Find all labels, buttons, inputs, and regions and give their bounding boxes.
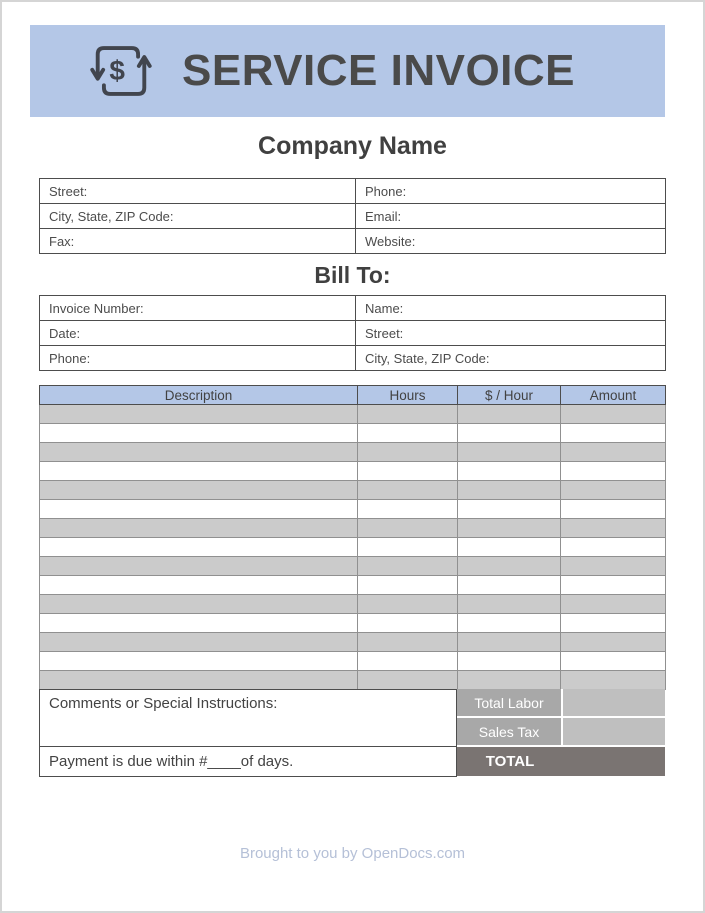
item-cell[interactable] — [40, 538, 358, 557]
total-labor-label: Total Labor — [457, 689, 561, 716]
item-cell[interactable] — [358, 481, 458, 500]
item-cell[interactable] — [40, 462, 358, 481]
item-row — [40, 443, 666, 462]
grand-total-label: TOTAL — [485, 753, 535, 770]
table-row — [40, 296, 666, 321]
item-cell[interactable] — [561, 557, 666, 576]
sales-tax-value[interactable] — [563, 718, 665, 745]
item-cell[interactable] — [561, 652, 666, 671]
company-fax-field[interactable]: Fax: — [40, 229, 356, 254]
comments-field[interactable] — [39, 689, 457, 747]
invoice-date-field[interactable]: Date: — [40, 321, 356, 346]
item-cell[interactable] — [458, 652, 561, 671]
item-row — [40, 614, 666, 633]
item-cell[interactable] — [358, 614, 458, 633]
total-labor-value[interactable] — [563, 689, 665, 716]
page-title: SERVICE INVOICE — [182, 46, 576, 95]
item-cell[interactable] — [561, 614, 666, 633]
table-row — [40, 204, 666, 229]
col-header-hours: Hours — [358, 386, 458, 405]
item-cell[interactable] — [358, 576, 458, 595]
payment-terms-text: Payment is due within #____of days. — [49, 753, 294, 770]
grand-total-row — [457, 747, 665, 776]
item-cell[interactable] — [458, 538, 561, 557]
item-row — [40, 519, 666, 538]
item-row — [40, 671, 666, 690]
items-header-row — [40, 386, 666, 405]
item-cell[interactable] — [561, 576, 666, 595]
item-cell[interactable] — [561, 462, 666, 481]
item-cell[interactable] — [458, 500, 561, 519]
item-cell[interactable] — [358, 519, 458, 538]
company-city-state-zip-field[interactable]: City, State, ZIP Code: — [40, 204, 356, 229]
header-banner — [30, 25, 665, 117]
item-row — [40, 633, 666, 652]
item-cell[interactable] — [40, 481, 358, 500]
table-row — [40, 346, 666, 371]
line-items-table — [39, 385, 666, 690]
item-cell[interactable] — [40, 500, 358, 519]
item-row — [40, 481, 666, 500]
item-cell[interactable] — [40, 576, 358, 595]
item-cell[interactable] — [358, 633, 458, 652]
item-cell[interactable] — [458, 462, 561, 481]
item-cell[interactable] — [358, 443, 458, 462]
invoice-number-field[interactable]: Invoice Number: — [40, 296, 356, 321]
item-cell[interactable] — [40, 424, 358, 443]
item-cell[interactable] — [561, 519, 666, 538]
item-cell[interactable] — [561, 595, 666, 614]
payment-terms-field[interactable] — [39, 747, 457, 777]
item-cell[interactable] — [458, 671, 561, 690]
item-cell[interactable] — [40, 671, 358, 690]
money-transfer-icon — [86, 38, 156, 104]
item-cell[interactable] — [358, 557, 458, 576]
item-row — [40, 595, 666, 614]
item-cell[interactable] — [358, 405, 458, 424]
col-header-rate: $ / Hour — [458, 386, 561, 405]
billto-street-field[interactable]: Street: — [356, 321, 666, 346]
item-cell[interactable] — [458, 576, 561, 595]
item-cell[interactable] — [40, 557, 358, 576]
item-row — [40, 576, 666, 595]
item-row — [40, 405, 666, 424]
item-cell[interactable] — [561, 405, 666, 424]
item-cell[interactable] — [358, 595, 458, 614]
item-cell[interactable] — [358, 652, 458, 671]
col-header-description: Description — [40, 386, 358, 405]
sales-tax-row — [457, 718, 665, 745]
totals-block — [457, 689, 665, 777]
item-cell[interactable] — [561, 671, 666, 690]
bill-to-heading: Bill To: — [314, 262, 391, 288]
item-cell[interactable] — [358, 500, 458, 519]
company-email-field[interactable]: Email: — [356, 204, 666, 229]
item-cell[interactable] — [458, 405, 561, 424]
summary-section — [39, 689, 665, 777]
item-cell[interactable] — [40, 443, 358, 462]
company-info-table — [39, 178, 666, 254]
item-cell[interactable] — [458, 614, 561, 633]
item-cell[interactable] — [40, 652, 358, 671]
item-cell[interactable] — [40, 633, 358, 652]
item-cell[interactable] — [358, 424, 458, 443]
item-cell[interactable] — [561, 500, 666, 519]
company-website-field[interactable]: Website: — [356, 229, 666, 254]
item-cell[interactable] — [458, 595, 561, 614]
item-cell[interactable] — [358, 671, 458, 690]
item-cell[interactable] — [358, 462, 458, 481]
item-cell[interactable] — [458, 424, 561, 443]
table-row — [40, 179, 666, 204]
company-phone-field[interactable]: Phone: — [356, 179, 666, 204]
table-row — [40, 321, 666, 346]
item-cell[interactable] — [40, 595, 358, 614]
item-row — [40, 462, 666, 481]
item-row — [40, 538, 666, 557]
sales-tax-label: Sales Tax — [457, 718, 561, 745]
comments-label: Comments or Special Instructions: — [49, 695, 278, 712]
item-row — [40, 557, 666, 576]
company-street-field[interactable]: Street: — [40, 179, 356, 204]
total-labor-row — [457, 689, 665, 716]
item-cell[interactable] — [40, 519, 358, 538]
item-cell[interactable] — [458, 633, 561, 652]
item-cell[interactable] — [561, 443, 666, 462]
item-cell[interactable] — [358, 538, 458, 557]
item-cell[interactable] — [561, 481, 666, 500]
item-cell[interactable] — [561, 538, 666, 557]
item-row — [40, 500, 666, 519]
company-name-heading: Company Name — [258, 132, 447, 160]
grand-total-value[interactable] — [563, 747, 665, 776]
summary-left — [39, 689, 457, 777]
item-row — [40, 424, 666, 443]
item-cell[interactable] — [40, 405, 358, 424]
item-cell[interactable] — [561, 424, 666, 443]
col-header-amount: Amount — [561, 386, 666, 405]
billto-name-field[interactable]: Name: — [356, 296, 666, 321]
billto-phone-field[interactable]: Phone: — [40, 346, 356, 371]
item-cell[interactable] — [561, 633, 666, 652]
item-cell[interactable] — [458, 443, 561, 462]
item-cell[interactable] — [40, 614, 358, 633]
footer-credit: Brought to you by OpenDocs.com — [239, 845, 466, 862]
item-row — [40, 652, 666, 671]
billto-city-state-zip-field[interactable]: City, State, ZIP Code: — [356, 346, 666, 371]
table-row — [40, 229, 666, 254]
item-cell[interactable] — [458, 519, 561, 538]
svg-text:$: $ — [109, 54, 125, 86]
item-cell[interactable] — [458, 557, 561, 576]
item-cell[interactable] — [458, 481, 561, 500]
bill-to-table — [39, 295, 666, 371]
